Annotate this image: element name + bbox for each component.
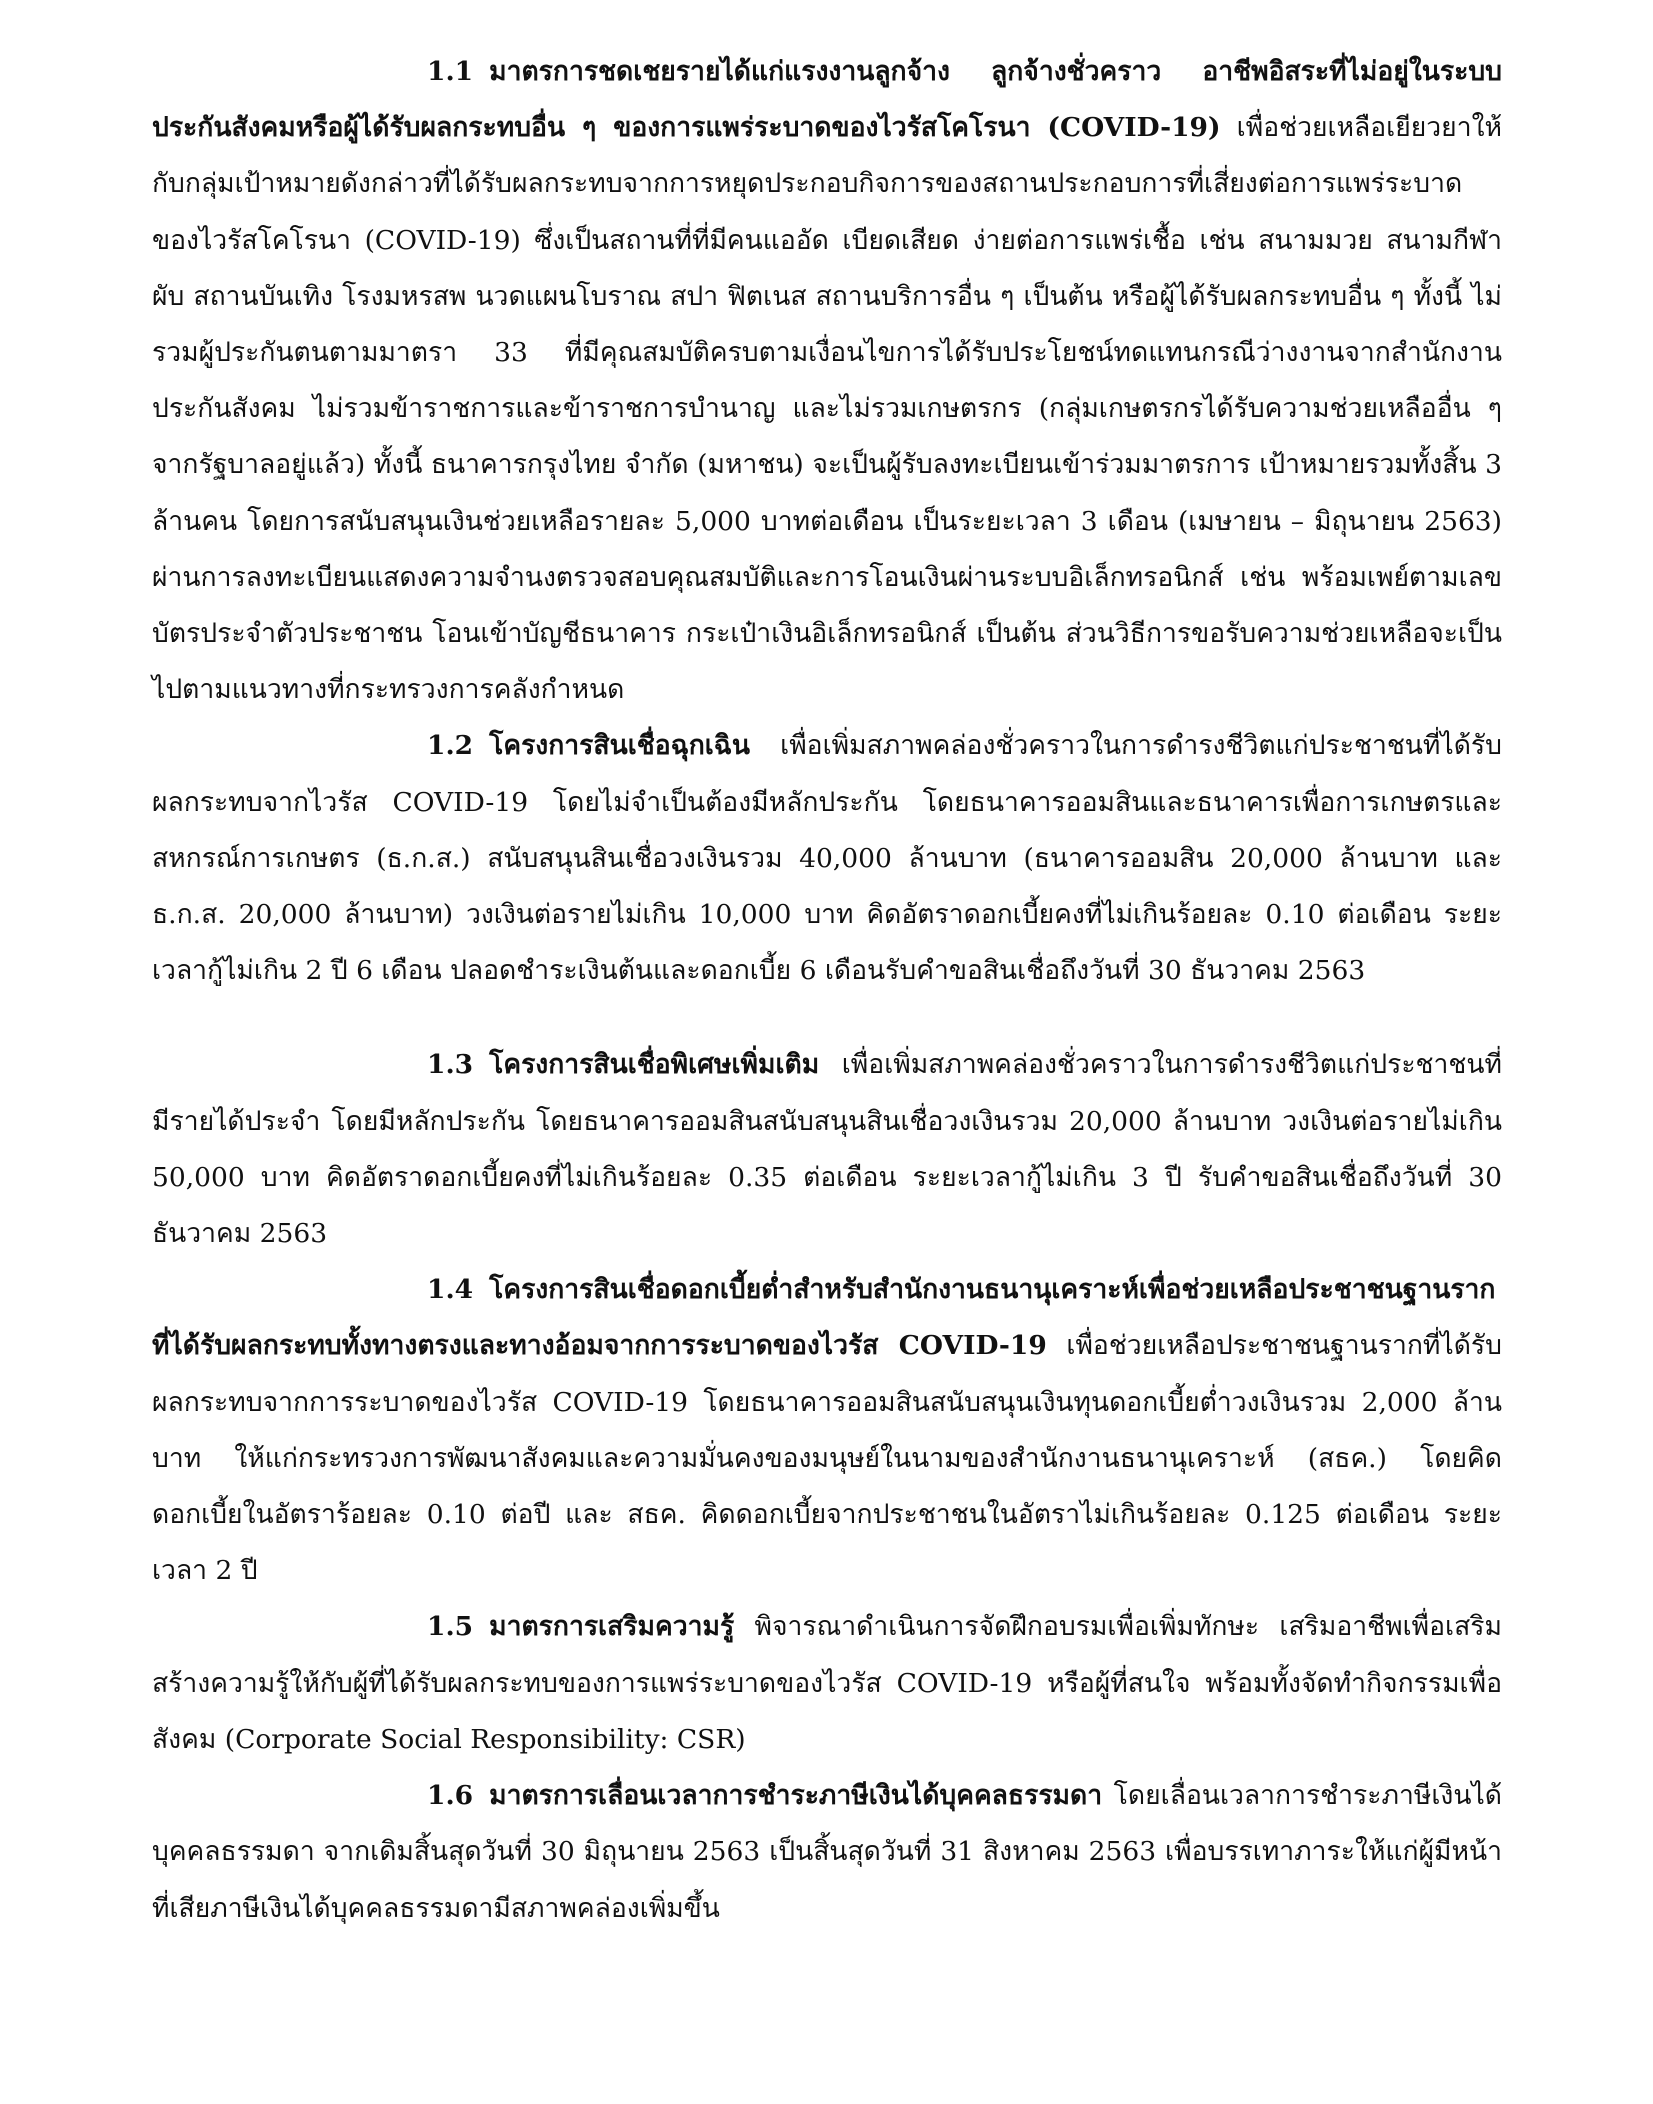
section-number: 1.4	[427, 1274, 474, 1306]
section-1-5	[152, 1599, 1502, 1768]
section-heading: มาตรการเลื่อนเวลาการชำระภาษีเงินได้บุคคลธรรมดา	[489, 1780, 1103, 1812]
section-1-6	[152, 1768, 1502, 1937]
section-heading: โครงการสินเชื่อพิเศษเพิ่มเติม	[489, 1049, 820, 1081]
section-body: พิจารณาดำเนินการจัดฝึกอบรมเพื่อเพิ่มทักษะ เสริมอาชีพเพื่อเสริมสร้างความรู้ให้กับผู้ที่ได้รับผลกระทบของการแพร่ระบาดของไวรัส COVID-19 หรือผู้ที่สนใจ พร้อมทั้งจัดทำกิจกรรมเพื่อสังคม (Corporate Social Responsibility: CSR)	[152, 1611, 1502, 1755]
section-number: 1.5	[427, 1611, 474, 1643]
document-page	[152, 44, 1502, 1937]
section-1-1	[152, 44, 1502, 718]
section-heading: มาตรการเสริมความรู้	[489, 1611, 735, 1643]
section-1-3	[152, 1037, 1502, 1262]
section-body: เพื่อช่วยเหลือประชาชนฐานรากที่ได้รับผลกระทบจากการระบาดของไวรัส COVID-19 โดยธนาคารออมสินสนับสนุนเงินทุนดอกเบี้ยต่ำวงเงินรวม 2,000 ล้านบาท ให้แก่กระทรวงการพัฒนาสังคมและความมั่นคงของมนุษย์ในนามของสำนักงานธนานุเคราะห์ (สธค.) โดยคิดดอกเบี้ยในอัตราร้อยละ 0.10 ต่อปี และ สธค. คิดดอกเบี้ยจากประชาชนในอัตราไม่เกินร้อยละ 0.125 ต่อเดือน ระยะเวลา 2 ปี	[152, 1330, 1502, 1587]
section-body: โดยเลื่อนเวลาการชำระภาษีเงินได้บุคคลธรรมดา จากเดิมสิ้นสุดวันที่ 30 มิถุนายน 2563 เป็นสิ้นสุดวันที่ 31 สิงหาคม 2563 เพื่อบรรเทาภาระให้แก่ผู้มีหน้าที่เสียภาษีเงินได้บุคคลธรรมดามีสภาพคล่องเพิ่มขึ้น	[152, 1780, 1502, 1924]
section-body: เพื่อเพิ่มสภาพคล่องชั่วคราวในการดำรงชีวิตแก่ประชาชนที่มีรายได้ประจำ โดยมีหลักประกัน โดยธนาคารออมสินสนับสนุนสินเชื่อวงเงินรวม 20,000 ล้านบาท วงเงินต่อรายไม่เกิน 50,000 บาท คิดอัตราดอกเบี้ยคงที่ไม่เกินร้อยละ 0.35 ต่อเดือน ระยะเวลากู้ไม่เกิน 3 ปี รับคำขอสินเชื่อถึงวันที่ 30 ธันวาคม 2563	[152, 1049, 1502, 1250]
section-body: เพื่อเพิ่มสภาพคล่องชั่วคราวในการดำรงชีวิตแก่ประชาชนที่ได้รับผลกระทบจากไวรัส COVID-19 โดยไม่จำเป็นต้องมีหลักประกัน โดยธนาคารออมสินและธนาคารเพื่อการเกษตรและสหกรณ์การเกษตร (ธ.ก.ส.) สนับสนุนสินเชื่อวงเงินรวม 40,000 ล้านบาท (ธนาคารออมสิน 20,000 ล้านบาท และ ธ.ก.ส. 20,000 ล้านบาท) วงเงินต่อรายไม่เกิน 10,000 บาท คิดอัตราดอกเบี้ยคงที่ไม่เกินร้อยละ 0.10 ต่อเดือน ระยะเวลากู้ไม่เกิน 2 ปี 6 เดือน ปลอดชำระเงินต้นและดอกเบี้ย 6 เดือนรับคำขอสินเชื่อถึงวันที่ 30 ธันวาคม 2563	[152, 730, 1502, 987]
section-heading: โครงการสินเชื่อฉุกเฉิน	[489, 730, 750, 762]
section-1-2	[152, 718, 1502, 999]
section-1-4	[152, 1262, 1502, 1599]
section-body: เพื่อช่วยเหลือเยียวยาให้กับกลุ่มเป้าหมายดังกล่าวที่ได้รับผลกระทบจากการหยุดประกอบกิจการของสถานประกอบการที่เสี่ยงต่อการแพร่ระบาดของไวรัสโคโรนา (COVID-19) ซึ่งเป็นสถานที่ที่มีคนแออัด เบียดเสียด ง่ายต่อการแพร่เชื้อ เช่น สนามมวย สนามกีฬา ผับ สถานบันเทิง โรงมหรสพ นวดแผนโบราณ สปา ฟิตเนส สถานบริการอื่น ๆ เป็นต้น หรือผู้ได้รับผลกระทบอื่น ๆ ทั้งนี้ ไม่รวมผู้ประกันตนตามมาตรา 33 ที่มีคุณสมบัติครบตามเงื่อนไขการได้รับประโยชน์ทดแทนกรณีว่างงานจากสำนักงานประกันสังคม ไม่รวมข้าราชการและข้าราชการบำนาญ และไม่รวมเกษตรกร (กลุ่มเกษตรกรได้รับความช่วยเหลืออื่น ๆ จากรัฐบาลอยู่แล้ว) ทั้งนี้ ธนาคารกรุงไทย จำกัด (มหาชน) จะเป็นผู้รับลงทะเบียนเข้าร่วมมาตรการ เป้าหมายรวมทั้งสิ้น 3 ล้านคน โดยการสนับสนุนเงินช่วยเหลือรายละ 5,000 บาทต่อเดือน เป็นระยะเวลา 3 เดือน (เมษายน – มิถุนายน 2563) ผ่านการลงทะเบียนแสดงความจำนงตรวจสอบคุณสมบัติและการโอนเงินผ่านระบบอิเล็กทรอนิกส์ เช่น พร้อมเพย์ตามเลขบัตรประจำตัวประชาชน โอนเข้าบัญชีธนาคาร กระเป๋าเงินอิเล็กทรอนิกส์ เป็นต้น ส่วนวิธีการขอรับความช่วยเหลือจะเป็นไปตามแนวทางที่กระทรวงการคลังกำหนด	[152, 112, 1502, 706]
section-number: 1.1	[427, 56, 474, 87]
section-heading: โครงการสินเชื่อดอกเบี้ยต่ำสำหรับสำนักงานธนานุเคราะห์เพื่อช่วยเหลือประชาชนฐานรากที่ได้รับผลกระทบทั้งทางตรงและทางอ้อมจากการระบาดของไวรัส COVID-19	[152, 1274, 1496, 1362]
section-heading: มาตรการชดเชยรายได้แก่แรงงานลูกจ้าง ลูกจ้างชั่วคราว อาชีพอิสระที่ไม่อยู่ในระบบประกันสังคมหรือผู้ได้รับผลกระทบอื่น ๆ ของการแพร่ระบาดของไวรัสโคโรนา (COVID-19)	[152, 56, 1502, 144]
section-number: 1.3	[427, 1049, 474, 1081]
section-number: 1.6	[427, 1780, 474, 1812]
section-number: 1.2	[427, 730, 474, 762]
